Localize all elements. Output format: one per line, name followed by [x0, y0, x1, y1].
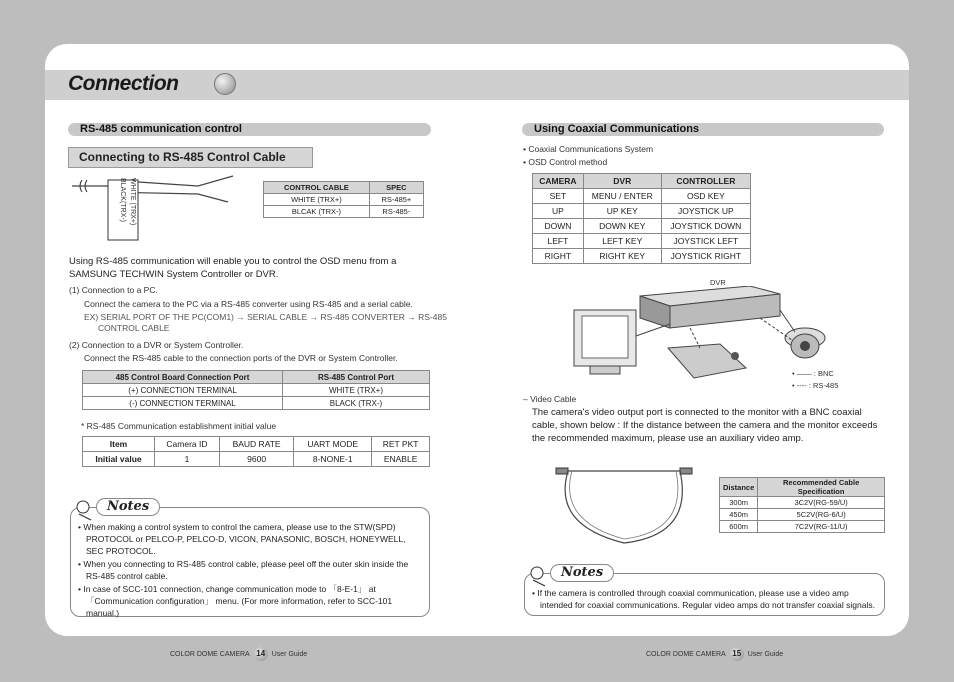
init-header: Item	[83, 437, 155, 452]
table-cell: JOYSTICK DOWN	[661, 219, 750, 234]
table-cell: 300m	[720, 497, 758, 509]
video-cable-text: The camera's video output port is connected to the monitor with a BNC coaxial cable, shown below : If the distance between the camera and the monitor exceeds the recommended maximum, please use an auxiliary video amp.	[532, 407, 878, 444]
page-number: 14	[254, 647, 268, 661]
step2-title: (2) Connection to a DVR or System Controller.	[69, 340, 244, 350]
table-cell: 7C2V(RG-11/U)	[758, 521, 885, 533]
osd-header: CONTROLLER	[661, 174, 750, 189]
title-ball-icon	[214, 73, 236, 95]
table-cell: LEFT	[533, 234, 584, 249]
table-cell: Initial value	[83, 452, 155, 467]
init-table	[82, 436, 430, 467]
footer-guide: User Guide	[271, 650, 308, 658]
table-cell: WHITE (TRX+)	[264, 194, 370, 206]
notes-list-right	[532, 587, 882, 612]
bullet-osd-method: • OSD Control method	[523, 157, 608, 167]
table-cell: 450m	[720, 509, 758, 521]
step1-example: EX) SERIAL PORT OF THE PC(COM1) → SERIAL CABLE → RS-485 CONVERTER → RS-485	[84, 312, 447, 322]
footer-left	[170, 647, 307, 661]
list-item: • If the camera is controlled through coaxial communication, please use a video amp intended for coaxial communications. Regular video amps do not transfer coaxial signals.	[532, 588, 875, 610]
footer-product: COLOR DOME CAMERA	[646, 650, 726, 658]
step1-example-cont: CONTROL CABLE	[98, 323, 170, 333]
wire-label-white: WHITE (TRX+)	[129, 178, 136, 226]
coaxial-system-illustration	[570, 286, 830, 398]
legend-bnc: • —— : BNC	[792, 369, 834, 378]
section-rs485: RS-485 communication control	[68, 123, 431, 136]
table-cell: 5C2V(RG-6/U)	[758, 509, 885, 521]
table-cell: 8-NONE-1	[294, 452, 372, 467]
table-cell: LEFT KEY	[583, 234, 661, 249]
spec-header: SPEC	[369, 182, 423, 194]
subsection-rs485-cable: Connecting to RS-485 Control Cable	[68, 147, 313, 168]
table-row	[83, 397, 430, 410]
port-header: 485 Control Board Connection Port	[83, 371, 283, 384]
distance-header: Distance	[720, 478, 758, 497]
bullet-coax-system: • Coaxial Communications System	[523, 144, 654, 154]
table-cell: SET	[533, 189, 584, 204]
table-cell: BLCAK (TRX-)	[264, 206, 370, 218]
table-cell: JOYSTICK UP	[661, 204, 750, 219]
notes-label-left: Notes	[96, 498, 160, 516]
table-cell: 3C2V(RG-59/U)	[758, 497, 885, 509]
table-cell: UP KEY	[583, 204, 661, 219]
section-coaxial: Using Coaxial Communications	[522, 123, 884, 136]
dvr-label: DVR	[710, 278, 726, 287]
spec-header: CONTROL CABLE	[264, 182, 370, 194]
init-header: RET PKT	[372, 437, 430, 452]
osd-header: DVR	[583, 174, 661, 189]
page-title: Connection	[68, 72, 179, 95]
list-item: • When making a control system to control the camera, please use to the STW(SPD) PROTOCOL or PELCO-P, PELCO-D, VICON, PANASONIC, BOSCH, HONEYWELL, SEC PROTOCOL.	[78, 522, 406, 556]
video-cable-title: – Video Cable	[523, 394, 577, 404]
table-cell: JOYSTICK RIGHT	[661, 249, 750, 264]
rs485-cable-illustration	[68, 172, 238, 244]
table-row	[720, 521, 885, 533]
pencil-icon	[528, 562, 550, 588]
table-cell: 1	[154, 452, 219, 467]
table-row	[83, 384, 430, 397]
table-cell: MENU / ENTER	[583, 189, 661, 204]
table-cell: (+) CONNECTION TERMINAL	[83, 384, 283, 397]
table-cell: UP	[533, 204, 584, 219]
coax-cable-illustration	[554, 465, 694, 555]
init-note: * RS-485 Communication establishment initial value	[81, 421, 277, 431]
list-item: • When you connecting to RS-485 control cable, please peel off the outer skin inside the RS-485 control cable.	[78, 559, 409, 581]
table-row	[720, 497, 885, 509]
notes-list-left	[78, 521, 422, 620]
distance-table	[719, 477, 885, 533]
table-cell: 600m	[720, 521, 758, 533]
port-table	[82, 370, 430, 410]
distance-header: Recommended Cable Specification	[758, 478, 885, 497]
footer-product: COLOR DOME CAMERA	[170, 650, 250, 658]
table-cell: RIGHT	[533, 249, 584, 264]
table-row	[83, 452, 430, 467]
step1-text: Connect the camera to the PC via a RS-485 converter using RS-485 and a serial cable.	[84, 299, 413, 309]
table-row	[533, 249, 751, 264]
table-cell: RS-485-	[369, 206, 423, 218]
table-cell: JOYSTICK LEFT	[661, 234, 750, 249]
osd-control-table	[532, 173, 751, 264]
wire-label-black: BLACK(TRX-)	[119, 178, 126, 222]
table-row	[533, 234, 751, 249]
table-row	[720, 509, 885, 521]
table-row	[533, 189, 751, 204]
osd-header: CAMERA	[533, 174, 584, 189]
footer-right	[646, 647, 783, 661]
init-header: Camera ID	[154, 437, 219, 452]
init-header: UART MODE	[294, 437, 372, 452]
table-row	[533, 219, 751, 234]
legend-rs485: • ---- : RS-485	[792, 381, 839, 390]
list-item: • In case of SCC-101 connection, change communication mode to 「8-E-1」 at 「Communication configuration」 menu. (For more information, refer to SCC-101 manual.)	[78, 584, 393, 618]
port-header: RS-485 Control Port	[283, 371, 430, 384]
step2-text: Connect the RS-485 cable to the connection ports of the DVR or System Controller.	[84, 353, 398, 363]
table-cell: DOWN	[533, 219, 584, 234]
init-header: BAUD RATE	[219, 437, 293, 452]
table-cell: RS-485+	[369, 194, 423, 206]
intro-text: Using RS-485 communication will enable you to control the OSD menu from a SAMSUNG TECHWIN System Controller or DVR.	[69, 256, 397, 280]
footer-guide: User Guide	[747, 650, 784, 658]
table-cell: DOWN KEY	[583, 219, 661, 234]
page-number: 15	[730, 647, 744, 661]
table-cell: (-) CONNECTION TERMINAL	[83, 397, 283, 410]
spec-table	[263, 181, 424, 218]
table-row	[264, 194, 424, 206]
table-cell: OSD KEY	[661, 189, 750, 204]
table-cell: BLACK (TRX-)	[283, 397, 430, 410]
table-cell: 9600	[219, 452, 293, 467]
pencil-icon	[74, 496, 96, 522]
step1-title: (1) Connection to a PC.	[69, 285, 158, 295]
table-row	[264, 206, 424, 218]
table-cell: ENABLE	[372, 452, 430, 467]
table-cell: WHITE (TRX+)	[283, 384, 430, 397]
table-cell: RIGHT KEY	[583, 249, 661, 264]
table-row	[533, 204, 751, 219]
notes-label-right: Notes	[550, 564, 614, 582]
